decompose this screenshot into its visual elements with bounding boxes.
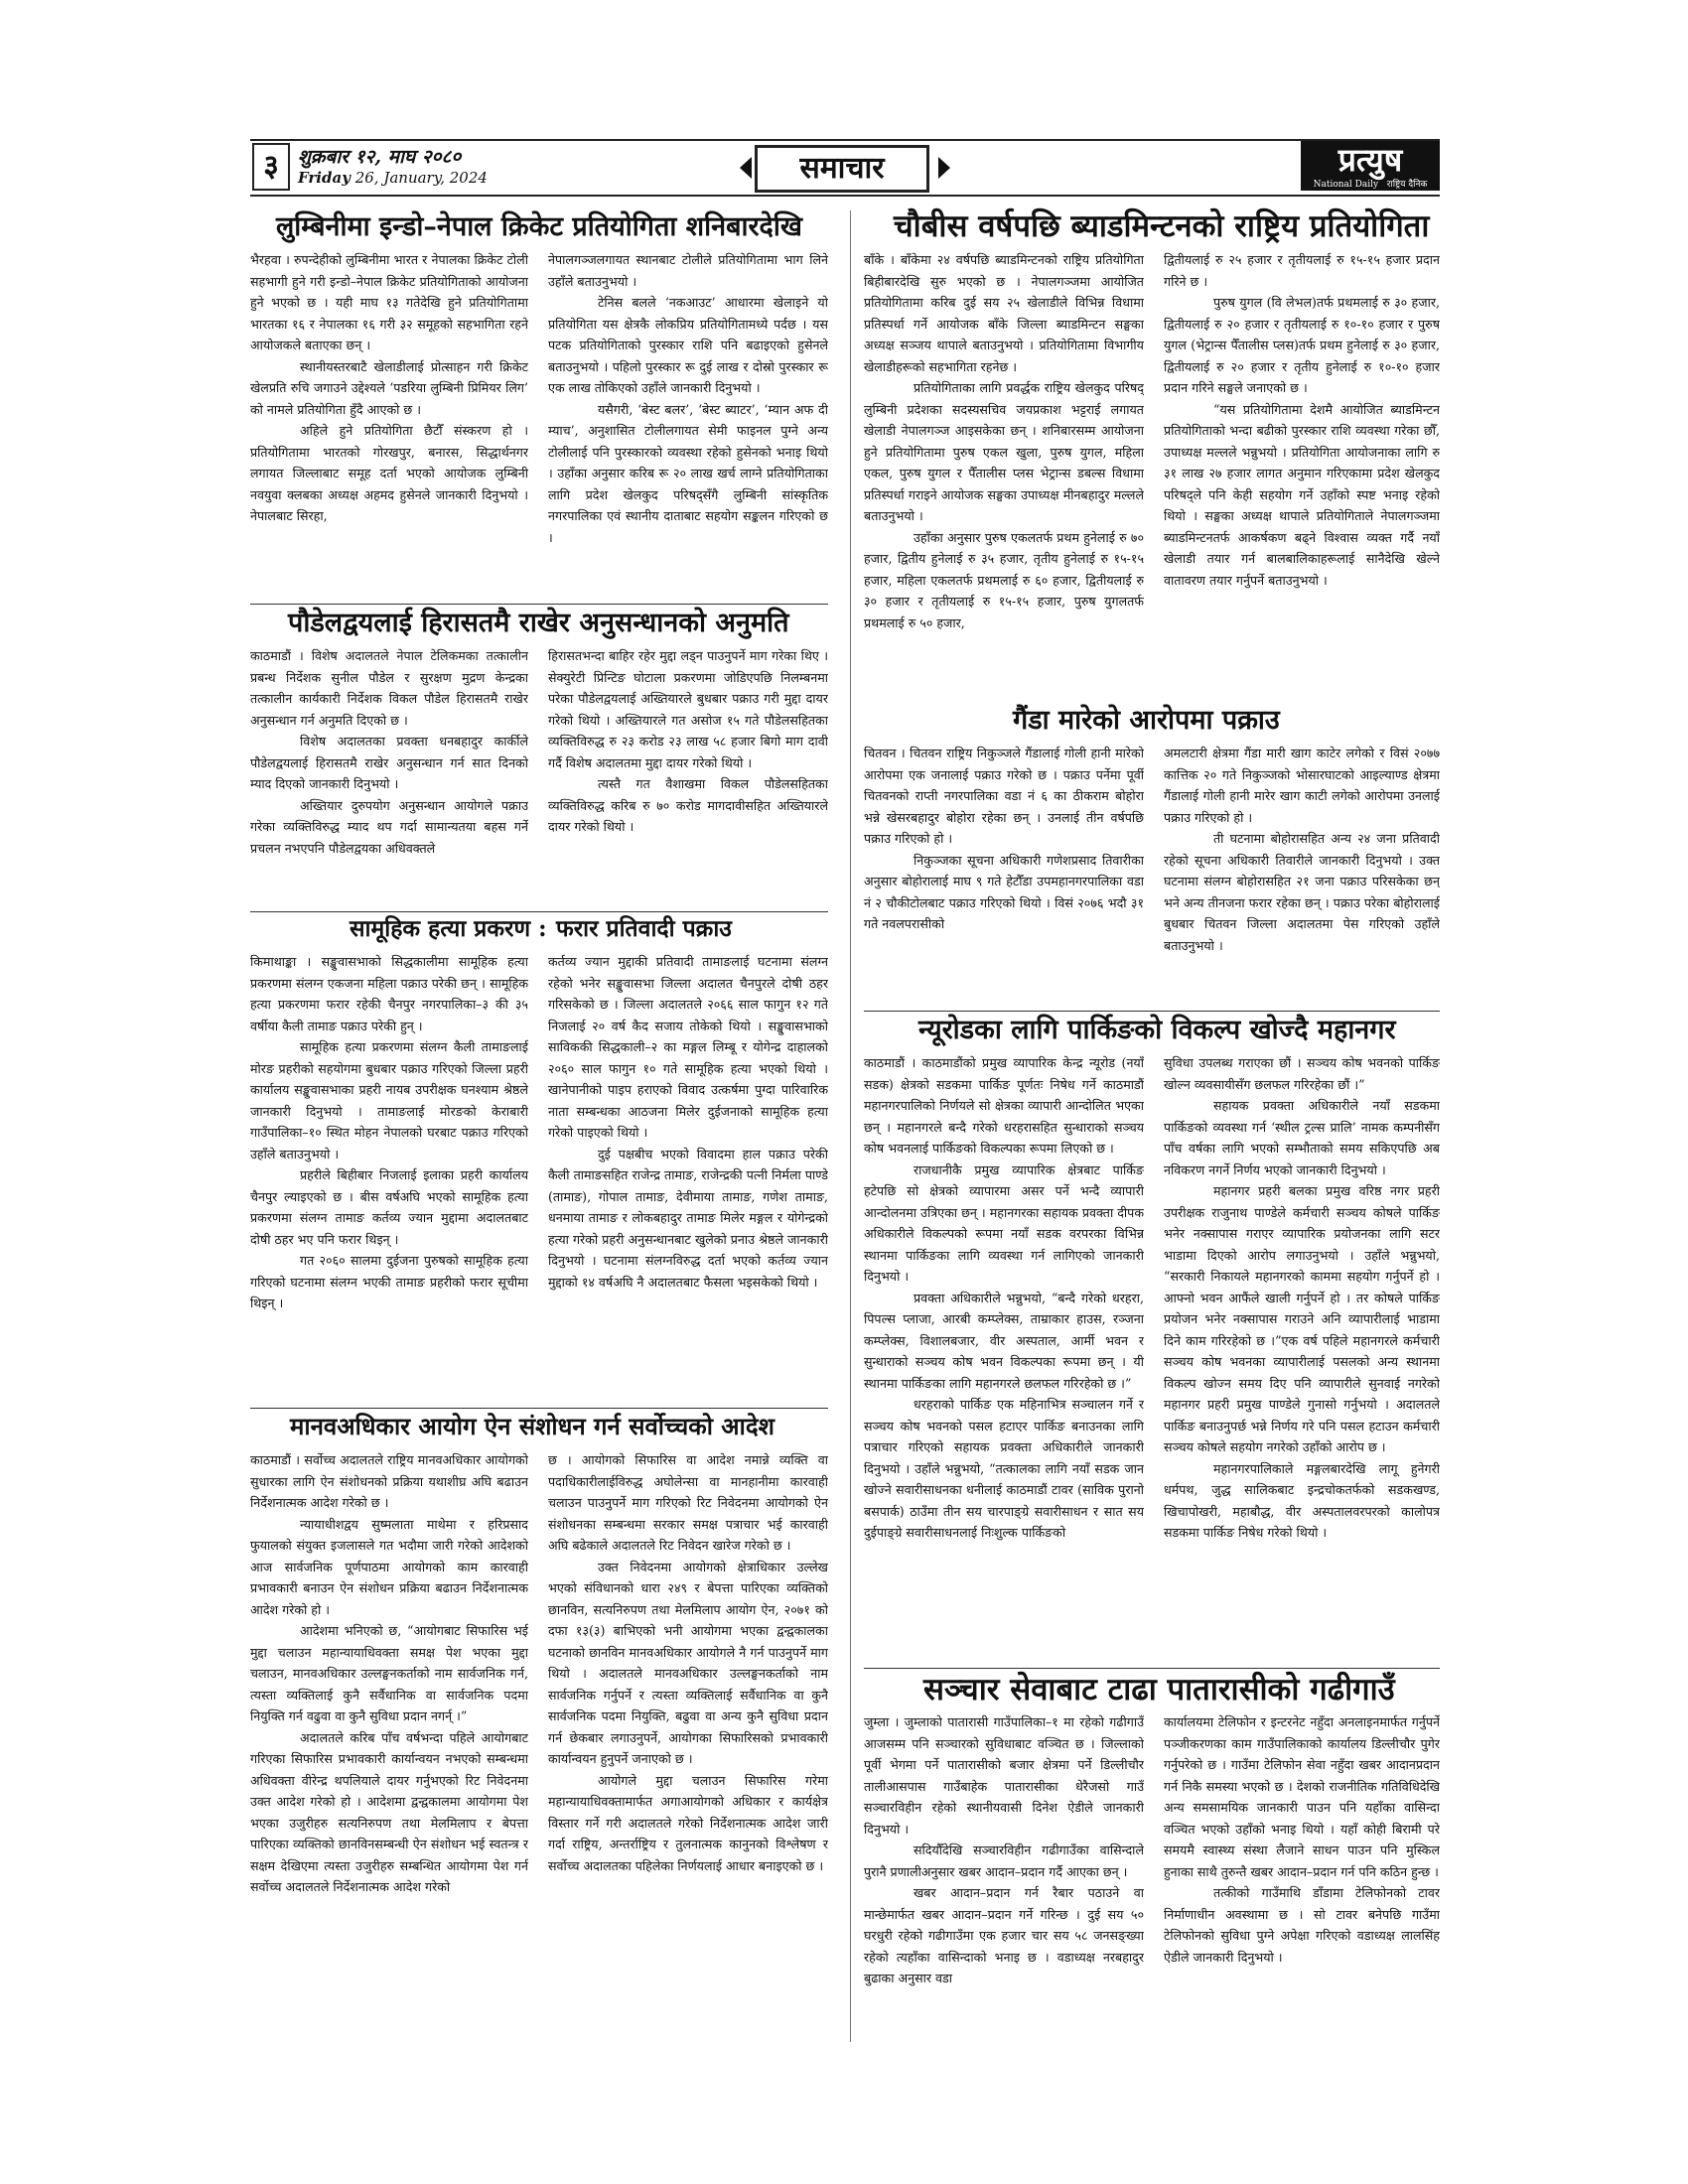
- headline-badminton: चौबीस वर्षपछि ब्याडमिन्टनको राष्ट्रिय प्रतियोगिता: [894, 208, 1430, 244]
- divider: [250, 911, 828, 912]
- divider: [250, 1408, 828, 1409]
- paudel-col-2: हिरासतभन्दा बाहिर रहेर मुद्दा लड्न पाउनुपर्ने माग गरेका थिए । सेक्युरेटी प्रिन्टिङ घोटाला प्रकरणमा जोडिएपछि निलम्बनमा परेका पौडेलद्वयलाई अख्तियारले बुधबार पक्राउ गरी मुद्दा दायर गरेको थियो । अख्तियारले गत असोज १५ गते पौडेलसहितका व्यक्तिविरुद्ध रु २३ करोड २३ लाख ५८ हजार बिगो माग दावी गर्दै विशेष अदालतमा मुद्दा दायर गरेको थियो । त्यस्तै गत वैशाखमा विकल पौडेलसहितका व्यक्तिविरुद्ध करिब रु ७० करोड मागदावीसहित अख्तियारले दायर गरेको थियो ।: [548, 648, 828, 834]
- badminton-col-2: द्वितीयलाई रु २५ हजार र तृतीयलाई रु १५-१५ हजार प्रदान गरिने छ । पुरुष युगल (वि लेभल)तर्फ प्रथमलाई रु ३० हजार, द्वितीयलाई रु २० हजार र तृतीयलाई रु १०-१० हजार र पुरुष युगल (भेट्रान्स पैँतालीस प्लस)तर्फ प्रथम हुनेलाई रु ३० हजार, द्वितीयलाई रु २० हजार र तृतीय हुनेलाई रु १०-१० हजार प्रदान गरिने सङ्घले जनाएको छ । “यस प्रतियोगितामा देशमै आयोजित ब्याडमिन्टन प्रतियोगिताको भन्दा बढीको पुरस्कार राशि व्यवस्था गरेका छौँ, उपाध्यक्ष मल्लले भन्नुभयो । प्रतियोगिता आयोजनाका लागि रु ३१ लाख २७ हजार लागत अनुमान गरिएकामा प्रदेश खेलकुद परिषद्ले पनि केही सहयोग गर्ने उहाँको स्पष्ट भनाइ रहेको थियो । सङ्घका अध्यक्ष थापाले प्रतियोगिताले नेपालगञ्जमा ब्याडमिन्टनतर्फ आकर्षकण बढ्ने विश्वास व्यक्त गर्दै नयाँ खेलाडी तयार गर्न बालबालिकाहरूलाई सानैदेखि खेल्ने वातावरण तयार गर्नुपर्ने बताउनुभयो ।: [1164, 252, 1440, 588]
- page-number: ३: [252, 143, 290, 191]
- paudel-col-1: काठमाडौं । विशेष अदालतले नेपाल टेलिकमका तत्कालीन प्रबन्ध निर्देशक सुनील पौडेल र सुरक्षण मुद्रण केन्द्रका तत्कालीन कार्यकारी निर्देशक विकल पौडेल हिरासतमै राखेर अनुसन्धान गर्न अनुमति दिएको छ । विशेष अदालतका प्रवक्ता धनबहादुर कार्कीले पौडेलद्वयलाई हिरासतमै राखेर अनुसन्धान गर्न सात दिनको म्याद दिएको जानकारी दिनुभयो । अख्तियार दुरुपयोग अनुसन्धान आयोगले पक्राउ गरेका व्यक्तिविरुद्ध म्याद थप गर्दा सामान्यतया बहस गर्ने प्रचलन नभएपनि पौडेलद्वयका अधिवक्तले: [250, 648, 528, 856]
- newspaper-logo: प्रत्युष National Daily राष्ट्रिय दैनिक: [1301, 141, 1440, 191]
- headline-parking: न्यूरोडका लागि पार्किङको विकल्प खोज्दै महानगर: [918, 1015, 1396, 1045]
- headline-paudel: पौडेलद्वयलाई हिरासतमै राखेर अनुसन्धानको अनुमति: [288, 608, 789, 638]
- section-arrow-left-icon: [740, 157, 752, 179]
- section-title: समाचार: [755, 145, 929, 193]
- divider: [864, 1668, 1440, 1669]
- cricket-col-1: भैरहवा । रुपन्देहीको लुम्बिनीमा भारत र नेपालका क्रिकेट टोली सहभागी हुने गरी इन्डो–नेपाल क्रिकेट प्रतियोगिताको आयोजना हुने भएको छ । यही माघ १३ गतेदेखि हुने प्रतियोगितामा भारतका १६ र नेपालका १६ गरी ३२ समूहको सहभागिता रहने आयोजकले बताएका छन् । स्थानीयस्तरबाटै खेलाडीलाई प्रोत्साहन गरी क्रिकेट खेलप्रति रुचि जगाउने उद्देश्यले ‘पडरिया लुम्बिनी प्रिमियर लिग’ को नामले प्रतियोगिता हुँदै आएको छ । अहिले हुने प्रतियोगिता छैटौँ संस्करण हो । प्रतियोगितामा भारतको गोरखपुर, बनारस, सिद्धार्थनगर लगायत जिल्लाबाट समूह दर्ता भएको आयोजक लुम्बिनी नवयुवा क्लबका अध्यक्ष अहमद हुसेनले जानकारी दिनुभयो । नेपालबाट सिरहा,: [250, 252, 528, 523]
- gadhigaun-col-1: जुम्ला । जुम्लाको पातारासी गाउँपालिका–१ मा रहेको गढीगाउँ आजसम्म पनि सञ्चारको सुविधाबाट वञ्चित छ । जिल्लाको पूर्वी भेगमा पर्ने पातारासीको बजार क्षेत्रमा पर्ने डिल्लीचौर तालीआसपास गाउँबाहेक पातारासीका धेरैजसो गाउँ सञ्चारविहीन रहेको स्थानीयवासी दिनेश ऐडीले जानकारी दिनुभयो । सदियौँदेखि सञ्चारविहीन गढीगाउँका वासिन्दाले पुरानै प्रणालीअनुसार खबर आदान–प्रदान गर्दै आएका छन् । खबर आदान–प्रदान गर्न रैबार पठाउने वा मान्छेमार्फत खबर आदान–प्रदान गर्ने गरिन्छ । दुई सय ५० घरधुरी रहेको गढीगाउँमा एक हजार चार सय ५८ जनसङ्ख्या रहेको त्यहाँका वासिन्दाको भनाइ छ । वडाध्यक्ष नरबहादुर बुढाका अनुसार वडा: [864, 1714, 1144, 1985]
- column-divider: [850, 210, 851, 2042]
- gainda-col-1: चितवन । चितवन राष्ट्रिय निकुञ्जले गैंडालाई गोली हानी मारेको आरोपमा एक जनालाई पक्राउ गरेको छ । पक्राउ पर्नेमा पूर्वी चितवनको राप्ती नगरपालिका वडा नं ६ का ठीकराम बोहोरा भन्ने खेसरबहादुर बोहोरा रहेका छन् । उनलाई तीन वर्षपछि पक्राउ गरिएको हो । निकुञ्जका सूचना अधिकारी गणेशप्रसाद तिवारीका अनुसार बोहोरालाई माघ ९ गते हेटौँडा उपमहानगरपालिका वडा नं २ चौकीटोलबाट पक्राउ गरिएको थियो । विसं २०७६ भदौ ३१ गते नवलपरासीको: [864, 746, 1144, 931]
- headline-cricket: लुम्बिनीमा इन्डो–नेपाल क्रिकेट प्रतियोगिता शनिबारदेखि: [276, 211, 802, 242]
- headline-manavadhikar: मानवअधिकार आयोग ऐन संशोधन गर्न सर्वोच्चको आदेश: [290, 1412, 774, 1440]
- date-english: Friday 26, January, 2024: [298, 169, 488, 187]
- gadhigaun-col-2: कार्यालयमा टेलिफोन र इन्टरनेट नहुँदा अनलाइनमार्फत गर्नुपर्ने पञ्जीकरणका काम गाउँपालिकाको कार्यालय डिल्लीचौर पुगेर गर्नुपरेको छ । गाउँमा टेलिफोन सेवा नहुँदा खबर आदानप्रदान गर्न निकै समस्या भएको छ । देशको राजनीतिक गतिविधिदेखि अन्य समसामयिक जानकारी पाउन पनि यहाँका वासिन्दा वञ्चित भएको उहाँको भनाइ थियो । यहाँ कोही बिरामी परे समयमै स्वास्थ्य संस्था लैजाने साधन पाउन पनि मुस्किल हुनाका साथै तुरुन्तै खबर आदान–प्रदान गर्न पनि कठिन हुन्छ । तत्कीको गाउँमाथि डाँडामा टेलिफोनको टावर निर्माणाधीन अवस्थामा छ । सो टावर बनेपछि गाउँमा टेलिफोनको सुविधा पुग्ने अपेक्षा गरिएको वडाध्यक्ष लालसिंह ऐडीले जानकारी दिनुभयो ।: [1164, 1714, 1440, 1965]
- divider: [864, 1011, 1440, 1012]
- divider: [250, 604, 828, 605]
- headline-samuhik-right: फरार प्रतिवादी पक्राउ: [556, 915, 732, 942]
- samuhik-col-1: किमाथाङ्का । सङ्खुवासभाको सिद्धकालीमा सामूहिक हत्या प्रकरणमा संलग्न एकजना महिला पक्राउ परेकी छन् । सामूहिक हत्या प्रकरणमा फरार रहेकी चैनपुर नगरपालिका–३ की ३५ वर्षीया कैली तामाङ पक्राउ परेकी हुन् । सामूहिक हत्या प्रकरणमा संलग्न कैली तामाङलाई मोरङ प्रहरीको सहयोगमा बुधबार पक्राउ गरिएको जिल्ला प्रहरी कार्यालय सङ्खुवासभाका प्रहरी नायब उपरीक्षक घनश्याम श्रेष्ठले जानकारी दिनुभयो । तामाङलाई मोरङको केराबारी गाउँपालिका–१० स्थित मोहन नेपालको घरबाट पक्राउ गरिएको उहाँले बताउनुभयो । प्रहरीले बिहीबार निजलाई इलाका प्रहरी कार्यालय चैनपुर ल्याइएको छ । बीस वर्षअघि भएको सामूहिक हत्या प्रकरणमा संलग्न तामाङ कर्तव्य ज्यान मुद्दामा अदालतबाट दोषी ठहर भए पनि फरार थिइन् । गत २०६० सालमा दुईजना पुरुषको सामूहिक हत्या गरिएको घटनामा संलग्न भएकी तामाङ प्रहरीको फरार सूचीमा थिइन् ।: [250, 954, 528, 1310]
- headline-gainda: गैंडा मारेको आरोपमा पक्राउ: [1013, 705, 1280, 736]
- manavadhikar-col-2: छ । आयोगको सिफारिस वा आदेश नमान्ने व्यक्ति वा पदाधिकारीलाईविरुद्ध अघोलेन्सा वा मानहानीमा कारवाही चलाउन पाउनुपर्ने माग गरिएको रिट निवेदनमा आयोगको ऐन संशोधनका सम्बन्धमा सरकार समक्ष पत्राचार भई कारवाही अघि बढेकाले अदालतले रिट निवेदन खारेज गरेको छ । उक्त निवेदनमा आयोगको क्षेत्राधिकार उल्लेख भएको संविधानको धारा २४९ र बेपत्ता पारिएका व्यक्तिको छानविन, सत्यनिरुपण तथा मेलमिलाप आयोग ऐन, २०७१ को दफा १३(३) बाभिएको भनी आयोगमा भएका द्वन्द्वकालका घटनाको छानविन मानवअधिकार आयोगले नै गर्न पाउनुपर्ने माग थियो । अदालतले मानवअधिकार उल्लङ्घनकर्ताको नाम सार्वजनिक गर्नुपर्ने र त्यस्ता व्यक्तिलाई सर्वैधानिक वा कुनै सार्वजनिक पदमा नियुक्ति, बढुवा वा अन्य कुनै सुविधा प्रदान गर्न छेकबार लगाउनुपर्ने, आयोगका सिफारिसको प्रभावकारी कार्यान्वयन हुनुपर्ने जनाएको छ । आयोगले मुद्दा चलाउन सिफारिस गरेमा महान्यायाधिवक्तामार्फत अगाआयोगको अधिकार र कार्यक्षेत्र विस्तार गर्ने गरी अदालतले गरेको निर्देशनात्मक आदेश जारी गर्दा राष्ट्रिय, अन्तर्राष्ट्रिय र तुलनात्मक कानुनको विश्लेषण र सर्वोच्च अदालतका पहिलेका निर्णयलाई आधार बनाइएको छ ।: [548, 1452, 828, 1873]
- badminton-col-1: बाँके । बाँकेमा २४ वर्षपछि ब्याडमिन्टनको राष्ट्रिय प्रतियोगिता बिहीबारदेखि सुरु भएको छ । नेपालगञ्जमा आयोजित प्रतियोगितामा करिब दुई सय २५ खेलाडीले विभिन्न विधामा प्रतिस्पर्धा गर्ने आयोजक बाँके जिल्ला ब्याडमिन्टन सङ्घका अध्यक्ष सञ्जय थापाले बताउनुभयो । प्रतियोगितामा विभागीय खेलाडीहरूको सहभागिता रहनेछ । प्रतियोगिताका लागि प्रवर्द्धक राष्ट्रिय खेलकुद परिषद् लुम्बिनी प्रदेशका सदस्यसचिव जयप्रकाश भट्टराई लगायत खेलाडी नेपालगञ्ज आइसकेका छन् । शनिबारसम्म आयोजना हुने प्रतियोगितामा पुरुष एकल खुला, पुरुष युगल, महिला एकल, पुरुष युगल र पैँतालीस प्लस भेट्रान्स डबल्स विधामा प्रतिस्पर्धा गराइने आयोजक सङ्घका उपाध्यक्ष मीनबहादुर मल्लले बताउनुभयो । उहाँका अनुसार पुरुष एकलतर्फ प्रथम हुनेलाई रु ७० हजार, द्वितीय हुनेलाई रु ३५ हजार, तृतीय हुनेलाई रु १५-१५ हजार, महिला एकलतर्फ प्रथमलाई रु ६० हजार, द्वितीयलाई रु ३० हजार र तृतीयलाई रु १५-१५ हजार, पुरुष युगलतर्फ प्रथमलाई रु ५० हजार,: [864, 252, 1144, 630]
- cricket-col-2: नेपालगञ्जलगायत स्थानबाट टोलीले प्रतियोगितामा भाग लिने उहाँले बताउनुभयो । टेनिस बलले ‘नकआउट’ आधारमा खेलाइने यो प्रतियोगिता यस क्षेत्रकै लोकप्रिय प्रतियोगितामध्ये पर्दछ । यस पटक प्रतियोगिताको पुरस्कार राशि पनि बढाइएको हुसेनले बताउनुभयो । पहिलो पुरस्कार रू दुई लाख र दोस्रो पुरस्कार रू एक लाख तोकिएको उहाँले जानकारी दिनुभयो । यसैगरी, ‘बेस्ट बलर’, ‘बेस्ट ब्याटर’, ‘म्यान अफ दी म्याच’, अनुशासित टोलीलगायत सेमी फाइनल पुग्ने अन्य टोलीलाई पनि पुरस्कारको व्यवस्था रहेको हुसेनको भनाइ थियो । उहाँका अनुसार करिब रू २० लाख खर्च लाग्ने प्रतियोगिताका लागि प्रदेश खेलकुद परिषद्सँगै लुम्बिनी सांस्कृतिक नगरपालिका एवं स्थानीय दाताबाट सहयोग सङ्कलन गरिएको छ ।: [548, 252, 828, 545]
- parking-col-1: काठमाडौं । काठमाडौंको प्रमुख व्यापारिक केन्द्र न्यूरोड (नयाँ सडक) क्षेत्रको सडकमा पार्किङ पूर्णतः निषेध गर्ने काठमाडौं महानगरपालिको निर्णयले सो क्षेत्रका व्यापारी आन्दोलित भएका छन् । महानगरले बन्दै गरेको धरहरासहित सुन्धाराको सञ्चय कोष भवनलाई पार्किङको विकल्पका रूपमा लिएको छ । राजधानीकै प्रमुख व्यापारिक क्षेत्रबाट पार्किङ हटेपछि सो क्षेत्रको व्यापारमा असर पर्ने भन्दै व्यापारी आन्दोलनमा उत्रिएका छन् । महानगरका सहायक प्रवक्ता दीपक अधिकारीले विकल्पको रूपमा नयाँ सडक वरपरका विभिन्न स्थानमा पार्किङका लागि व्यवस्था गर्न लागिएको जानकारी दिनुभयो । प्रवक्ता अधिकारीले भन्नुभयो, “बन्दै गरेको धरहरा, पिपल्स प्लाजा, आरबी कम्प्लेक्स, ताम्राकार हाउस, रञ्जना कम्प्लेक्स, विशालबजार, वीर अस्पताल, आर्मी भवन र सुन्धाराको सञ्चय कोष भवन विकल्पका रूपमा छन् । यी स्थानमा पार्किङका लागि महानगरले छलफल गरिरहेको छ ।” धरहराको पार्किङ एक महिनाभित्र सञ्चालन गर्ने र सञ्चय कोष भवनको पसल हटाएर पार्किङ बनाउनका लागि पत्राचार गरिएको सहायक प्रवक्ता अधिकारीले जानकारी दिनुभयो । उहाँले भन्नुभयो, “तत्कालका लागि नयाँ सडक जान खोज्ने सवारीसाधनका धनीलाई काठमाडौं टावर (साविक पुरानो बसपार्क) ठाउँमा तीन सय चारपाङ्ग्रे सवारीसाधन र सात सय दुईपाङ्ग्रे सवारीसाधनलाई निःशुल्क पार्किङको: [864, 1055, 1144, 1540]
- section-arrow-right-icon: [938, 157, 950, 179]
- headline-gadhigaun: सञ्चार सेवाबाट टाढा पातारासीको गढीगाउँ: [923, 1672, 1395, 1707]
- parking-col-2: सुविधा उपलब्ध गराएका छौं । सञ्चय कोष भवनको पार्किङ खोल्न व्यवसायीसँग छलफल गरिरहेका छौं ।” सहायक प्रवक्ता अधिकारीले नयाँ सडकमा पार्किङको व्यवस्था गर्न ‘स्थील ट्रल्स प्रालि’ नामक कम्पनीसँग पाँच वर्षका लागि भएको सम्भौताको समय सकिएपछि अब नविकरण नगर्ने निर्णय भएको जानकारी दिनुभयो । महानगर प्रहरी बलका प्रमुख वरिष्ठ नगर प्रहरी उपरीक्षक राजुनाथ पाण्डेले कर्मचारी सञ्चय कोषले पार्किङ भनेर नक्सापास गराएर व्यापारिक प्रयोजनका लागि सटर भाडामा दिएको आरोप लगाउनुभयो । उहाँले भन्नुभयो, “सरकारी निकायले महानगरको काममा सहयोग गर्नुपर्ने हो । आफ्नो भवन आफैंले खाली गर्नुपर्ने हो । तर कोषले पार्किङ प्रयोजन भनेर नक्सापास गराउने अनि व्यापारीलाई भाडामा दिने काम गरिरहेको छ ।”एक वर्ष पहिले महानगरले कर्मचारी सञ्चय कोष भवनका व्यापारीलाई पसलको अन्य स्थानमा विकल्प खोज्न समय दिए पनि व्यापारीले सुनवाई नगरेको महानगर प्रहरी प्रमुख पाण्डेले गुनासो गर्नुभयो । अदालतले पार्किङ बनाउनुपर्छ भन्ने निर्णय गरे पनि पसल हटाउन कर्मचारी सञ्चय कोषले सहयोग नगरेको उहाँको आरोप छ । महानगरपालिकाले मङ्गलबारदेखि लागू हुनेगरी धर्मपथ, जुद्ध सालिकबाट इन्द्रचोकतर्फको सडकखण्ड, खिचापोखरी, महाबौद्ध, वीर अस्पतालवरपरको कालोपत्र सडकमा पार्किङ निषेध गरेको थियो ।: [1164, 1055, 1440, 1540]
- manavadhikar-col-1: काठमाडौं । सर्वोच्च अदालतले राष्ट्रिय मानवअधिकार आयोगको सुधारका लागि ऐन संशोधनको प्रक्रिया यथाशीघ्र अघि बढाउन निर्देशनात्मक आदेश गरेको छ । न्यायाधीशद्वय सुष्मलाता माथेमा र हरिप्रसाद फुयालको संयुक्त इजलासले गत भदौमा जारी गरेको आदेशको आज सार्वजनिक पूर्णपाठमा आयोगको काम कारवाही प्रभावकारी बनाउन ऐन संशोधन प्रक्रिया बढाउन निर्देशनात्मक आदेश गरेको हो । आदेशमा भनिएको छ, “आयोगबाट सिफारिस भई मुद्दा चलाउन महान्यायाधिवक्ता समक्ष पेश भएका मुद्दा चलाउन, मानवअधिकार उल्लङ्घनकर्ताको नाम सार्वजनिक गर्न, त्यस्ता व्यक्तिलाई कुनै सर्वैधानिक वा सार्वजनिक पदमा नियुक्ति गर्न वढुवा वा कुनै सुविधा प्रदान नगर्न् ।” अदालतले करिब पाँच वर्षभन्दा पहिले आयोगबाट गरिएका सिफारिस प्रभावकारी कार्यान्वयन नभएको सम्बन्धमा अधिवक्ता वीरेन्द्र थपलियाले दायर गर्नुभएको रिट निवेदनमा उक्त आदेश गरेको हो । आदेशमा द्वन्द्वकालमा आयोगमा पेश भएका उजुरीहरु सत्यनिरुपण तथा मेलमिलाप र बेपत्ता पारिएका व्यक्तिको छानविनसम्बन्धी ऐन संशोधन भई स्वतन्त्र र सक्षम देखिएमा त्यस्ता उजुरीहरु सम्बन्धित आयोगमा पेश गर्न सर्वोच्च अदालतले निर्देशनात्मक आदेश गरेको: [250, 1452, 528, 1894]
- gainda-col-2: अमलटारी क्षेत्रमा गैंडा मारी खाग काटेर लगेको र विसं २०७७ कात्तिक २० गते निकुञ्जको भोसारघाटको आइल्याण्ड क्षेत्रमा गैंडालाई गोली हानी मारेर खाग काटी लगेको आरोपमा उनलाई पक्राउ गरिएको हो । ती घटनामा बोहोरासहित अन्य २४ जना प्रतिवादी रहेको सूचना अधिकारी तिवारीले जानकारी दिनुभयो । उक्त घटनामा संलग्न बोहोरासहित २१ जना पक्राउ परिसकेका छन् भने अन्य तीनजना फरार रहेका छन् । पक्राउ परेका बोहोरालाई बुधबार चितवन जिल्ला अदालतमा पेस गरिएको उहाँले बताउनुभयो ।: [1164, 746, 1440, 953]
- headline-samuhik-left: सामूहिक हत्या प्रकरण :: [350, 915, 547, 942]
- date-nepali: शुक्रबार १२, माघ २०८०: [298, 146, 462, 168]
- samuhik-col-2: कर्तव्य ज्यान मुद्दाकी प्रतिवादी तामाङलाई घटनामा संलग्न रहेको भनेर सङ्खुवासभा जिल्ला अदालत चैनपुरले दोषी ठहर गरिसकेको छ । जिल्ला अदालतले २०६६ साल फागुन १२ गते निजलाई २० वर्ष कैद सजाय तोकेको थियो । सङ्खुवासभाको साविककी सिद्धकाली–२ का मङ्गल लिम्बू र योगेन्द्र दाहालको २०६० साल फागुन १० गते सामूहिक हत्या भएको थियो । खानेपानीको पाइप हराएको विवाद उत्कर्षमा पुग्दा पारिवारिक नाता सम्बन्धका आठजना मिलेर दुईजनाको सामूहिक हत्या गरेको पाइएको थियो । दुई पक्षबीच भएको विवादमा हाल पक्राउ परेकी कैली तामाङसहित राजेन्द्र तामाङ, राजेन्द्रकी पत्नी निर्मला पाण्डे (तामाङ), गोपाल तामाङ, देवीमाया तामाङ, गणेश तामाङ, धनमाया तामाङ र लोकबहादुर तामाङ मिलेर मङ्गल र योगेन्द्रको हत्या गरेको प्रहरी अनुसन्धानबाट खुलेको प्रनाउ श्रेष्ठले जानकारी दिनुभयो । घटनामा संलग्नविरुद्ध दर्ता भएको कर्तव्य ज्यान मुद्दाको १४ वर्षअघि नै अदालतबाट फैसला भइसकेको थियो ।: [548, 954, 828, 1290]
